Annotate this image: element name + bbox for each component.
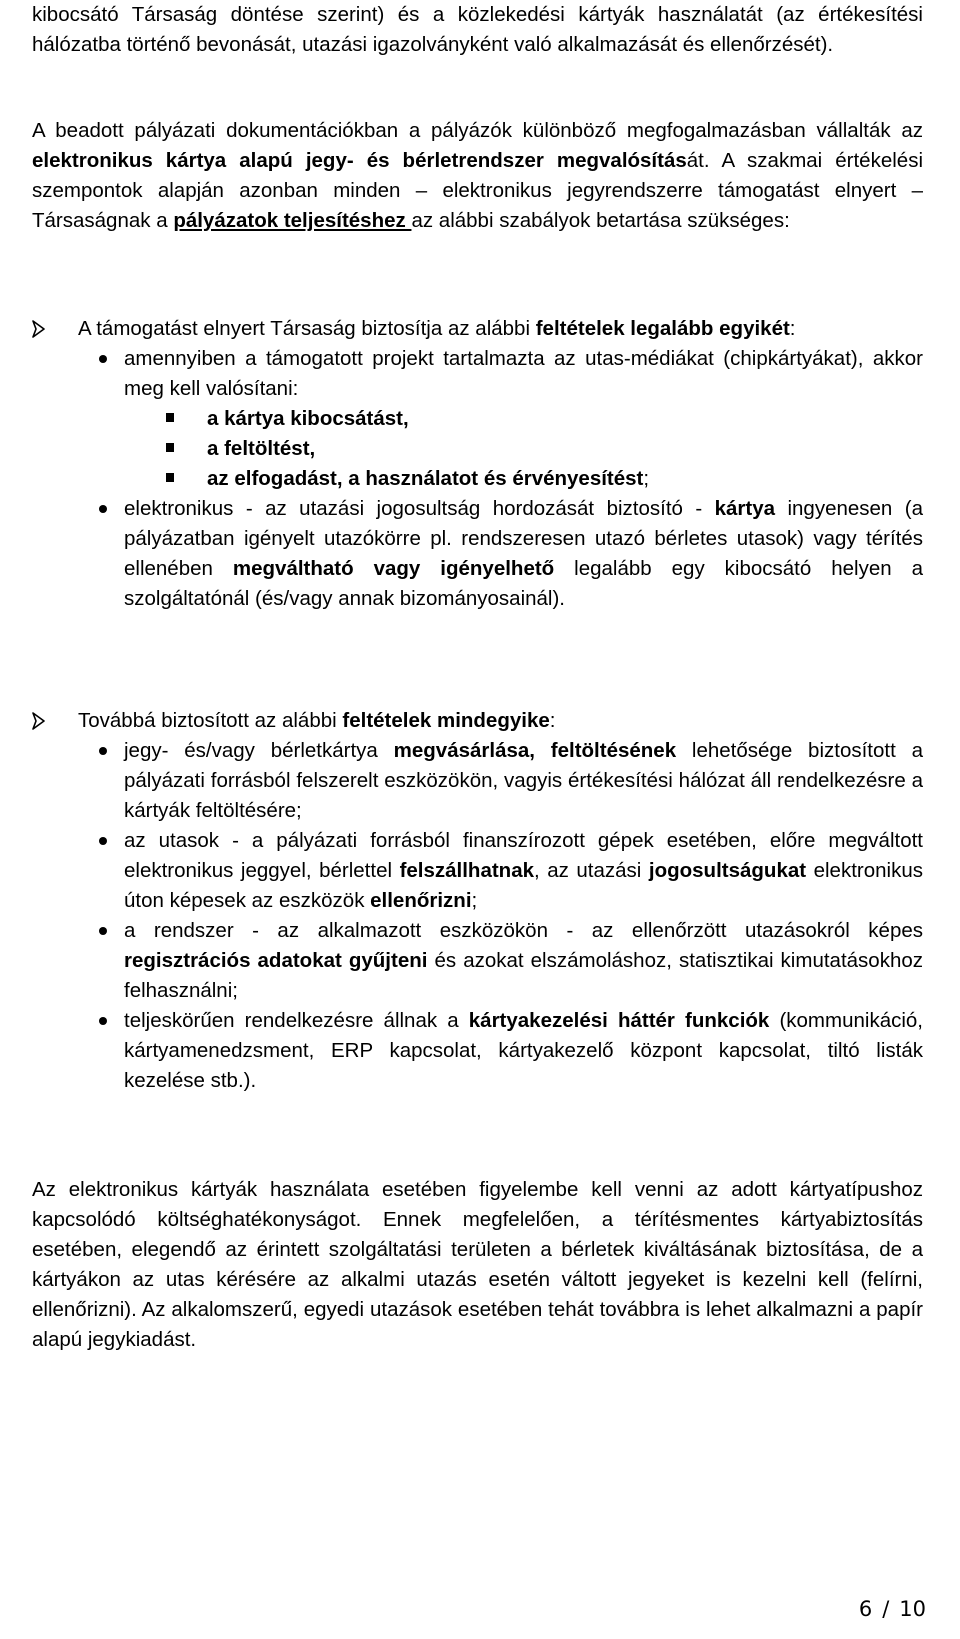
text: : [549,709,556,732]
list-item [99,1006,923,1096]
text: ingyenesen (a pályázatban igényelt utazókörre pl. rendszeresen utazó bérletes utasok) vagy térítés ellenében [124,497,923,580]
text: : [789,317,796,340]
square-bullet-icon [166,434,207,464]
bullet-dot-icon [99,344,124,404]
bold-text: megváltható vagy igényelhető [232,557,555,580]
list-item-text [124,1006,923,1096]
bold-text: regisztrációs adatokat gyűjteni [124,949,428,972]
bold-text: megvásárlása, feltöltésének [393,739,677,762]
page-current: 6 [858,1597,873,1621]
bold-text: elektronikus kártya alapú jegy- és bérletrendszer megvalósítás [32,149,687,172]
underlined-bold-text: pályázatok teljesítéshez [173,209,412,232]
sub-list-item-text: a kártya kibocsátást, [207,407,409,430]
bold-text: jogosultságukat [648,859,807,882]
sub-list-item-text: a feltöltést, [207,437,316,460]
text: A beadott pályázati dokumentációkban a pályázók különböző megfogalmazásban vállalták az [32,119,923,142]
section-heading [78,706,555,736]
arrow-bullet-row [32,706,923,736]
text: a rendszer - az alkalmazott eszközökön - az ellenőrzött utazásokról képes [124,919,923,942]
sub-list-item-text: az elfogadást, a használatot és érvényesítést [207,467,644,490]
text: (kommunikáció, kártyamenedzsment, ERP kapcsolat, kártyakezelő központ kapcsolat, tiltó listák kezelése stb.). [124,1009,923,1092]
bold-text: feltételek mindegyike [342,709,550,732]
bullet-dot-icon [99,736,124,826]
list-item [99,826,923,916]
list-item [99,494,923,614]
text: Továbbá biztosított az alábbi [78,709,343,732]
text: lehetősége biztosított a pályázati forrásból felszerelt eszközökön, vagyis értékesítési hálózat áll rendelkezésre a kártyák feltöltésére; [124,739,923,822]
bold-text: kártya [714,497,776,520]
square-bullet-icon [166,404,207,434]
text: ; [643,467,650,490]
section-heading [78,314,796,344]
text: legalább egy kibocsátó helyen a szolgáltatónál (és/vagy annak bizományosainál). [124,557,923,610]
bold-text: kártyakezelési háttér funkciók [468,1009,770,1032]
bullet-dot-icon [99,494,124,614]
sub-list-item [166,434,923,464]
bold-text: felszállhatnak [399,859,535,882]
arrow-bullet-row [32,314,923,344]
bullet-dot-icon [99,826,124,916]
text: át. A szakmai értékelési szempontok alapján azonban minden – elektronikus jegyrendszerre támogatást elnyert – Társaságnak a [32,149,923,232]
text: az alábbi szabályok betartása szükséges: [411,209,790,232]
text: és azokat elszámoláshoz, statisztikai kimutatásokhoz felhasználni; [124,949,923,1002]
text: elektronikus úton képesek az eszközök [124,859,923,912]
list-item-text [124,494,923,614]
list-item-text [124,826,923,916]
list-item [99,736,923,826]
text: ; [471,889,478,912]
square-bullet-icon [166,464,207,494]
text: jegy- és/vagy bérletkártya [124,739,394,762]
list-item-text [124,916,923,1006]
page-total: 10 [899,1597,926,1621]
list-item [99,916,923,1006]
sub-list-item [166,404,923,434]
list-item-text: amennyiben a támogatott projekt tartalmazta az utas-médiákat (chipkártyákat), akkor meg kell valósítani: [124,347,923,400]
text: az utasok - a pályázati forrásból finanszírozott gépek esetében, előre megváltott elektronikus jeggyel, bérlettel [124,829,923,882]
page-separator: / [882,1597,890,1621]
bullet-dot-icon [99,1006,124,1096]
bold-text: ellenőrizni [370,889,472,912]
text: elektronikus - az utazási jogosultság hordozását biztosító - [124,497,715,520]
arrow-bullet-icon [32,314,78,344]
bold-text: feltételek legalább egyikét [535,317,790,340]
bullet-dot-icon [99,916,124,1006]
arrow-bullet-icon [32,706,78,736]
text: , az utazási [534,859,649,882]
list-item-text [124,736,923,826]
conditions-section-one [32,314,923,614]
paragraph-evaluation [32,116,923,236]
sub-list-item [166,464,923,494]
conditions-section-two [32,706,923,1096]
page-number [859,1594,926,1624]
paragraph-intro: kibocsátó Társaság döntése szerint) és a közlekedési kártyák használatát (az értékesítési hálózatba történő bevonását, utazási igazolványként való alkalmazását és ellenőrzését). [32,3,923,56]
text: teljeskörűen rendelkezésre állnak a [124,1009,469,1032]
list-item [99,344,923,404]
text: A támogatást elnyert Társaság biztosítja az alábbi [78,317,536,340]
paragraph-cost-efficiency: Az elektronikus kártyák használata esetében figyelembe kell venni az adott kártyatípushoz kapcsolódó költséghatékonyságot. Ennek megfelelően, a térítésmentes kártyabiztosítás esetében, elegendő az érintett szolgáltatási területen a bérletek kiváltásának biztosítása, de a kártyákon az utas kérésére az alkalmi utazás esetén váltott jegyeket is kezelni kell (felírni, ellenőrizni). Az alkalomszerű, egyedi utazások esetében tehát továbbra is lehet alkalmazni a papír alapú jegykiadást. [32,1178,923,1351]
